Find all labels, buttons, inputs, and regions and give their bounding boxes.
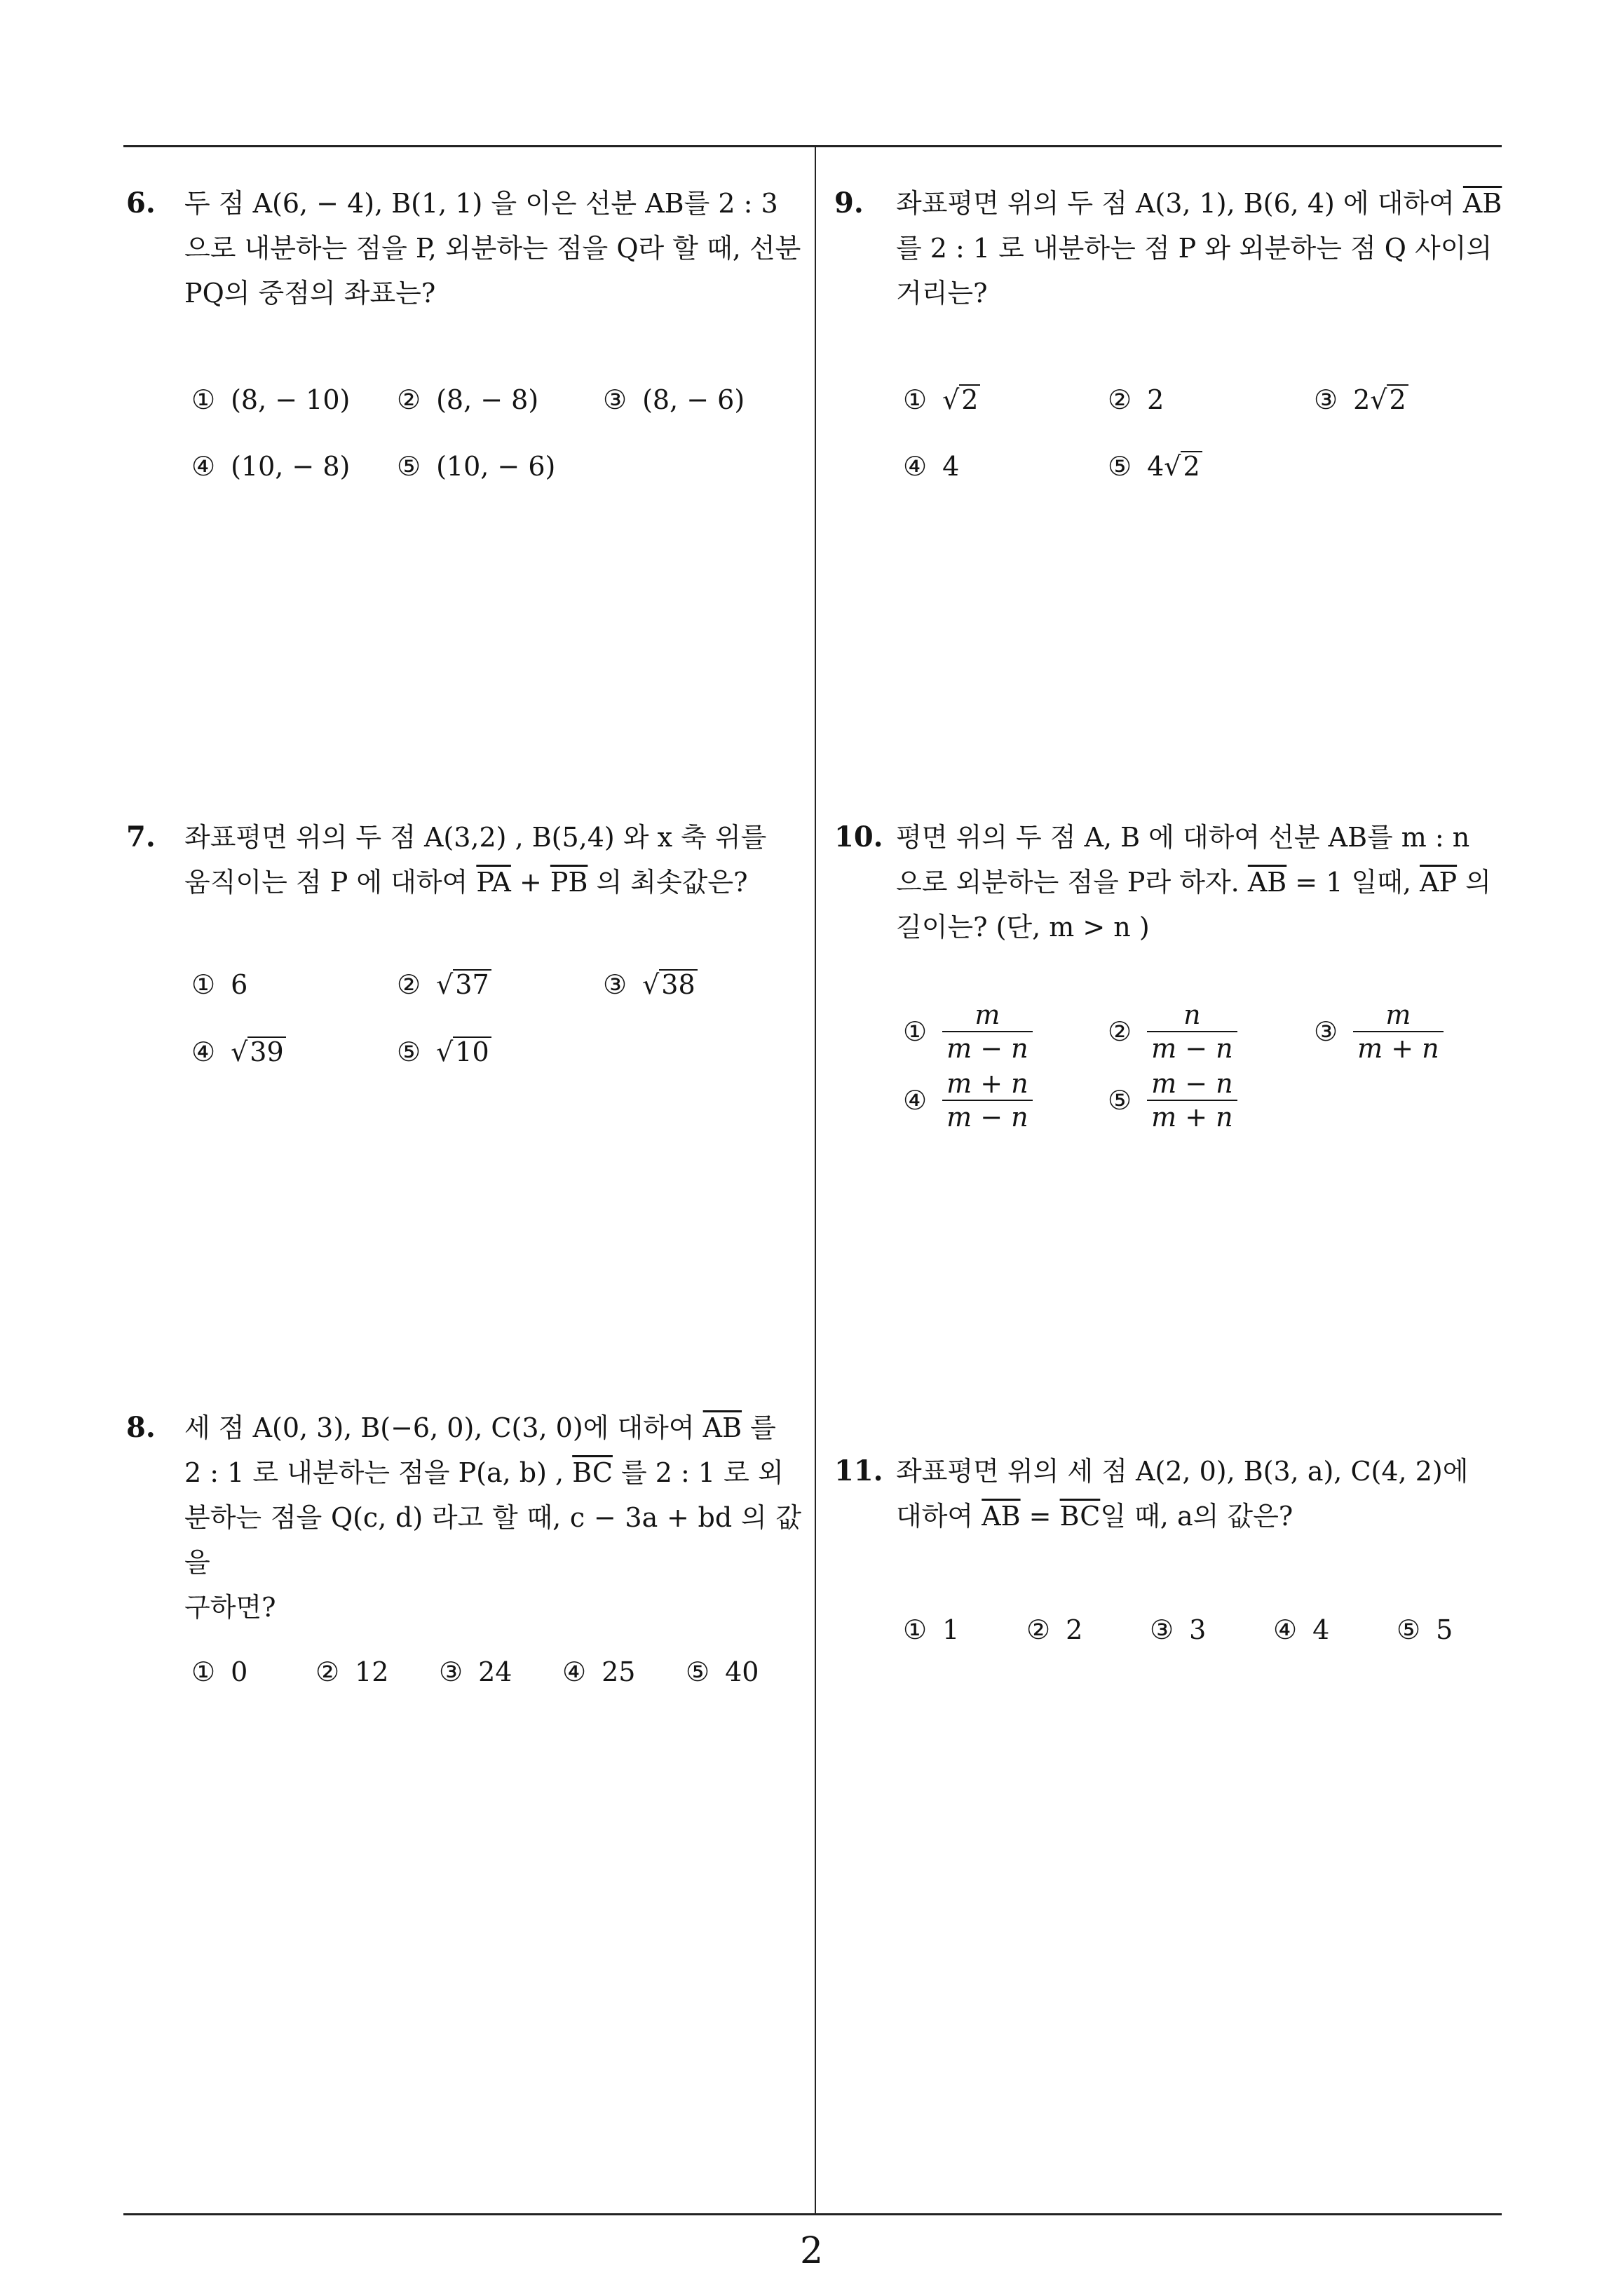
fraction: $\frac{n}{m - n}$ xyxy=(1147,999,1237,1065)
question-text: 좌표평면 위의 세 점 A(2, 0), B(3, a), C(4, 2)에 대하여 $\overline{AB} = \overline{BC}$일 때, a의 값은? xyxy=(896,1456,1469,1532)
sqrt-symbol: √2 xyxy=(1164,444,1202,489)
option-5[interactable]: ⑤ √10 xyxy=(397,1029,491,1074)
option-2[interactable]: ② 2 xyxy=(1026,1614,1083,1645)
option-3[interactable]: ③ $\frac{m}{m + n}$ xyxy=(1314,999,1444,1065)
option-4[interactable]: ④ 4 xyxy=(1273,1614,1330,1645)
question-number: 8. xyxy=(126,1411,156,1444)
question-text: 세 점 A(0, 3), B(−6, 0), C(3, 0)에 대하여 $\overline{AB}$ 를 2 : 1 로 내분하는 점을 P(a, b) , $\overline{BC}$ 를 2 : 1 로 외 분하는 점을 Q(c, d) 라고 할 때, c − 3a + bd 의 값을 구하면? xyxy=(184,1412,801,1623)
option-5[interactable]: ⑤ $\frac{m - n}{m + n}$ xyxy=(1108,1067,1237,1133)
option-2[interactable]: ② 2 xyxy=(1108,384,1164,415)
option-4[interactable]: ④ 25 xyxy=(562,1656,636,1687)
question-text: 두 점 A(6, − 4), B(1, 1) 을 이은 선분 AB를 2 : 3 으로 내분하는 점을 P, 외분하는 점을 Q라 할 때, 선분 PQ의 중점의 좌표는? xyxy=(184,188,801,309)
question-number: 10. xyxy=(834,821,883,853)
sqrt-symbol: √2 xyxy=(1370,377,1408,422)
question-text: 좌표평면 위의 두 점 A(3,2) , B(5,4) 와 x 축 위를 움직이는 점 P 에 대하여 $\overline{PA} + \overline{PB}$ 의 최솟값은? xyxy=(184,822,767,898)
sqrt-symbol: √2 xyxy=(942,377,980,422)
question-number: 11. xyxy=(834,1454,883,1487)
fraction: $\frac{m}{m + n}$ xyxy=(1353,999,1444,1065)
option-5[interactable]: ⑤ (10, − 6) xyxy=(397,451,556,482)
option-3[interactable]: ③ 24 xyxy=(439,1656,512,1687)
question-number: 7. xyxy=(126,821,156,853)
option-1[interactable]: ① $\frac{m}{m - n}$ xyxy=(903,999,1033,1065)
option-2[interactable]: ② (8, − 8) xyxy=(397,384,539,415)
option-4[interactable]: ④ √39 xyxy=(191,1029,286,1074)
question-text: 평면 위의 두 점 A, B 에 대하여 선분 AB를 m : n 으로 외분하는 점을 P라 하자. $\overline{AB} = 1$ 일때, $\overline{AP}$ 의 길이는? (단, m > n ) xyxy=(896,822,1491,943)
fraction: $\frac{m - n}{m + n}$ xyxy=(1147,1067,1237,1133)
question-text: 좌표평면 위의 두 점 A(3, 1), B(6, 4) 에 대하여 $\overline{AB}$ 를 2 : 1 로 내분하는 점 P 와 외분하는 점 Q 사이의 거리는? xyxy=(896,188,1502,309)
option-1[interactable]: ① 0 xyxy=(191,1656,248,1687)
sqrt-symbol: √38 xyxy=(642,962,698,1007)
option-3[interactable]: ③ (8, − 6) xyxy=(603,384,745,415)
fraction: $\frac{m + n}{m - n}$ xyxy=(942,1067,1033,1133)
option-1[interactable]: ① 1 xyxy=(903,1614,960,1645)
page-number: 2 xyxy=(799,2230,824,2272)
top-rule xyxy=(123,145,1502,147)
option-4[interactable]: ④ (10, − 8) xyxy=(191,451,351,482)
sqrt-symbol: √37 xyxy=(436,962,491,1007)
option-2[interactable]: ② $\frac{n}{m - n}$ xyxy=(1108,999,1237,1065)
option-5[interactable]: ⑤ 5 xyxy=(1397,1614,1453,1645)
fraction: $\frac{m}{m - n}$ xyxy=(942,999,1033,1065)
bottom-rule xyxy=(123,2213,1502,2215)
option-3[interactable]: ③ √38 xyxy=(603,962,698,1007)
option-1[interactable]: ① (8, − 10) xyxy=(191,384,351,415)
option-5[interactable]: ⑤ 40 xyxy=(686,1656,759,1687)
option-3[interactable]: ③ 3 xyxy=(1150,1614,1207,1645)
option-2[interactable]: ② 12 xyxy=(315,1656,389,1687)
question-number: 6. xyxy=(126,187,156,220)
sqrt-symbol: √10 xyxy=(436,1029,491,1074)
option-1[interactable]: ① √2 xyxy=(903,377,980,422)
option-4[interactable]: ④ 4 xyxy=(903,451,960,482)
option-4[interactable]: ④ $\frac{m + n}{m - n}$ xyxy=(903,1067,1033,1133)
sqrt-symbol: √39 xyxy=(231,1029,286,1074)
option-5[interactable]: ⑤ 4√2 xyxy=(1108,444,1202,489)
option-3[interactable]: ③ 2√2 xyxy=(1314,377,1408,422)
column-divider xyxy=(815,145,816,2215)
option-2[interactable]: ② √37 xyxy=(397,962,491,1007)
question-number: 9. xyxy=(834,187,864,220)
option-1[interactable]: ① 6 xyxy=(191,969,248,1000)
